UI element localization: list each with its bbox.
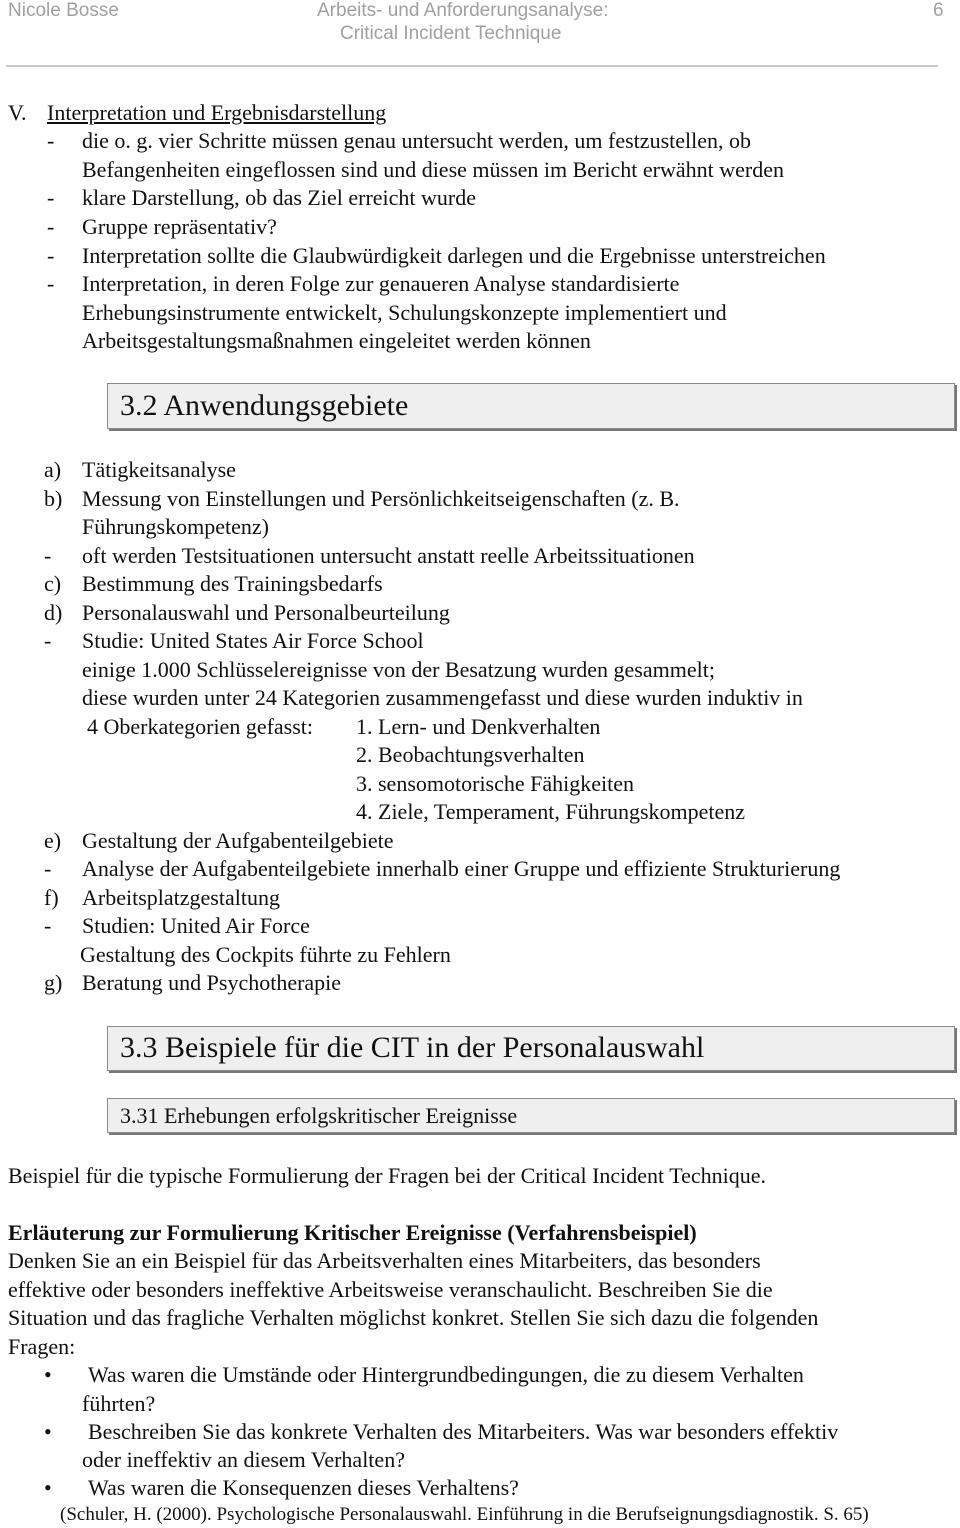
header-title-line2: Critical Incident Technique bbox=[340, 23, 562, 44]
text-line: Interpretation sollte die Glaubwürdigkeit darlegen und die Ergebnisse unterstreichen bbox=[82, 243, 826, 268]
dash-marker: - bbox=[47, 214, 55, 239]
list-item-text: 1. Lern- und Denkverhalten bbox=[356, 714, 601, 739]
paragraph-line: Situation und das fragliche Verhalten möglichst konkret. Stellen Sie sich dazu die folgenden bbox=[8, 1305, 819, 1330]
heading-box-3-31 bbox=[107, 1098, 955, 1133]
list-item-text: Führungskompetenz) bbox=[82, 514, 269, 539]
list-item-text: 2. Beobachtungsverhalten bbox=[356, 742, 585, 767]
list-item-text: 4 Oberkategorien gefasst: bbox=[87, 714, 314, 739]
list-item-text: 3. sensomotorische Fähigkeiten bbox=[356, 771, 635, 796]
text-line: Befangenheiten eingeflossen sind und diese müssen im Bericht erwähnt werden bbox=[82, 157, 784, 182]
text-line: Erhebungsinstrumente entwickelt, Schulungskonzepte implementiert und bbox=[82, 300, 727, 325]
list-item-text: Personalauswahl und Personalbeurteilung bbox=[82, 600, 450, 625]
dash-marker: - bbox=[47, 243, 55, 268]
heading-box-3-2 bbox=[107, 383, 955, 429]
header-title-line1: Arbeits- und Anforderungsanalyse: bbox=[317, 0, 609, 21]
list-item-text: Bestimmung des Trainingsbedarfs bbox=[82, 571, 383, 596]
header-divider bbox=[6, 65, 938, 67]
list-marker: f) bbox=[44, 885, 59, 910]
list-item-text: Arbeitsplatzgestaltung bbox=[82, 885, 280, 910]
dash-marker: - bbox=[47, 185, 55, 210]
bullet-text: Was waren die Konsequenzen dieses Verhaltens? bbox=[88, 1475, 519, 1500]
list-item-text: oft werden Testsituationen untersucht anstatt reelle Arbeitssituationen bbox=[82, 543, 695, 568]
paragraph-line: Fragen: bbox=[8, 1334, 76, 1359]
paragraph-line: effektive oder besonders ineffektive Arbeitsweise veranschaulicht. Beschreiben Sie die bbox=[8, 1277, 773, 1302]
intro-text: Beispiel für die typische Formulierung der Fragen bei der Critical Incident Technique. bbox=[8, 1163, 767, 1188]
list-item-text: Analyse der Aufgabenteilgebiete innerhalb einer Gruppe und effiziente Strukturierung bbox=[82, 856, 841, 881]
text-line: klare Darstellung, ob das Ziel erreicht wurde bbox=[82, 185, 477, 210]
list-item-text: 4. Ziele, Temperament, Führungskompetenz bbox=[356, 799, 746, 824]
heading-box-3-3 bbox=[107, 1026, 955, 1071]
text-line: die o. g. vier Schritte müssen genau untersucht werden, um festzustellen, ob bbox=[82, 128, 751, 153]
list-marker: g) bbox=[44, 970, 63, 995]
bullet-text: oder ineffektiv an diesem Verhalten? bbox=[82, 1447, 405, 1472]
section-heading: 3.2 Anwendungsgebiete bbox=[120, 389, 409, 422]
list-item-text: Beratung und Psychotherapie bbox=[82, 970, 342, 995]
list-item-text: einige 1.000 Schlüsselereignisse von der Besatzung wurden gesammelt; bbox=[82, 657, 715, 682]
list-item-text: Studie: United States Air Force School bbox=[82, 628, 424, 653]
header-page-number: 6 bbox=[933, 0, 944, 21]
section-title: Interpretation und Ergebnisdarstellung bbox=[47, 100, 387, 125]
dash-marker: - bbox=[47, 271, 55, 296]
text-line: Interpretation, in deren Folge zur genaueren Analyse standardisierte bbox=[82, 271, 680, 296]
list-marker: - bbox=[44, 913, 52, 938]
list-item-text: Gestaltung der Aufgabenteilgebiete bbox=[82, 828, 394, 853]
text-line: Arbeitsgestaltungsmaßnahmen eingeleitet werden können bbox=[82, 328, 591, 353]
list-marker: - bbox=[44, 628, 52, 653]
section-number: V. bbox=[8, 100, 27, 125]
paragraph-line: Denken Sie an ein Beispiel für das Arbeitsverhalten eines Mitarbeiters, das besonders bbox=[8, 1248, 761, 1273]
bullet-icon: • bbox=[44, 1362, 52, 1387]
bullet-icon: • bbox=[44, 1475, 52, 1500]
bullet-text: führten? bbox=[82, 1391, 156, 1416]
list-marker: - bbox=[44, 856, 52, 881]
subsection-heading: 3.31 Erhebungen erfolgskritischer Ereignisse bbox=[120, 1103, 518, 1128]
list-item-text: Tätigkeitsanalyse bbox=[82, 457, 236, 482]
bullet-text: Beschreiben Sie das konkrete Verhalten des Mitarbeiters. Was war besonders effektiv bbox=[88, 1419, 839, 1444]
list-item-text: Studien: United Air Force bbox=[82, 913, 310, 938]
list-marker: - bbox=[44, 543, 52, 568]
header-author: Nicole Bosse bbox=[8, 0, 119, 21]
list-marker: d) bbox=[44, 600, 63, 625]
list-item-text: diese wurden unter 24 Kategorien zusammengefasst und diese wurden induktiv in bbox=[82, 685, 803, 710]
bold-heading: Erläuterung zur Formulierung Kritischer Ereignisse (Verfahrensbeispiel) bbox=[8, 1220, 697, 1245]
list-marker: b) bbox=[44, 486, 63, 511]
list-marker: c) bbox=[44, 571, 62, 596]
list-marker: a) bbox=[44, 457, 62, 482]
dash-marker: - bbox=[47, 128, 55, 153]
citation: (Schuler, H. (2000). Psychologische Personalauswahl. Einführung in die Berufseignungsdiagnostik. S. 65) bbox=[60, 1504, 869, 1525]
section-heading: 3.3 Beispiele für die CIT in der Personalauswahl bbox=[120, 1031, 705, 1064]
list-marker: e) bbox=[44, 828, 62, 853]
bullet-text: Was waren die Umstände oder Hintergrundbedingungen, die zu diesem Verhalten bbox=[88, 1362, 804, 1387]
text-line: Gruppe repräsentativ? bbox=[82, 214, 277, 239]
list-item-text: Gestaltung des Cockpits führte zu Fehlern bbox=[80, 942, 451, 967]
bullet-icon: • bbox=[44, 1419, 52, 1444]
list-item-text: Messung von Einstellungen und Persönlichkeitseigenschaften (z. B. bbox=[82, 486, 680, 511]
